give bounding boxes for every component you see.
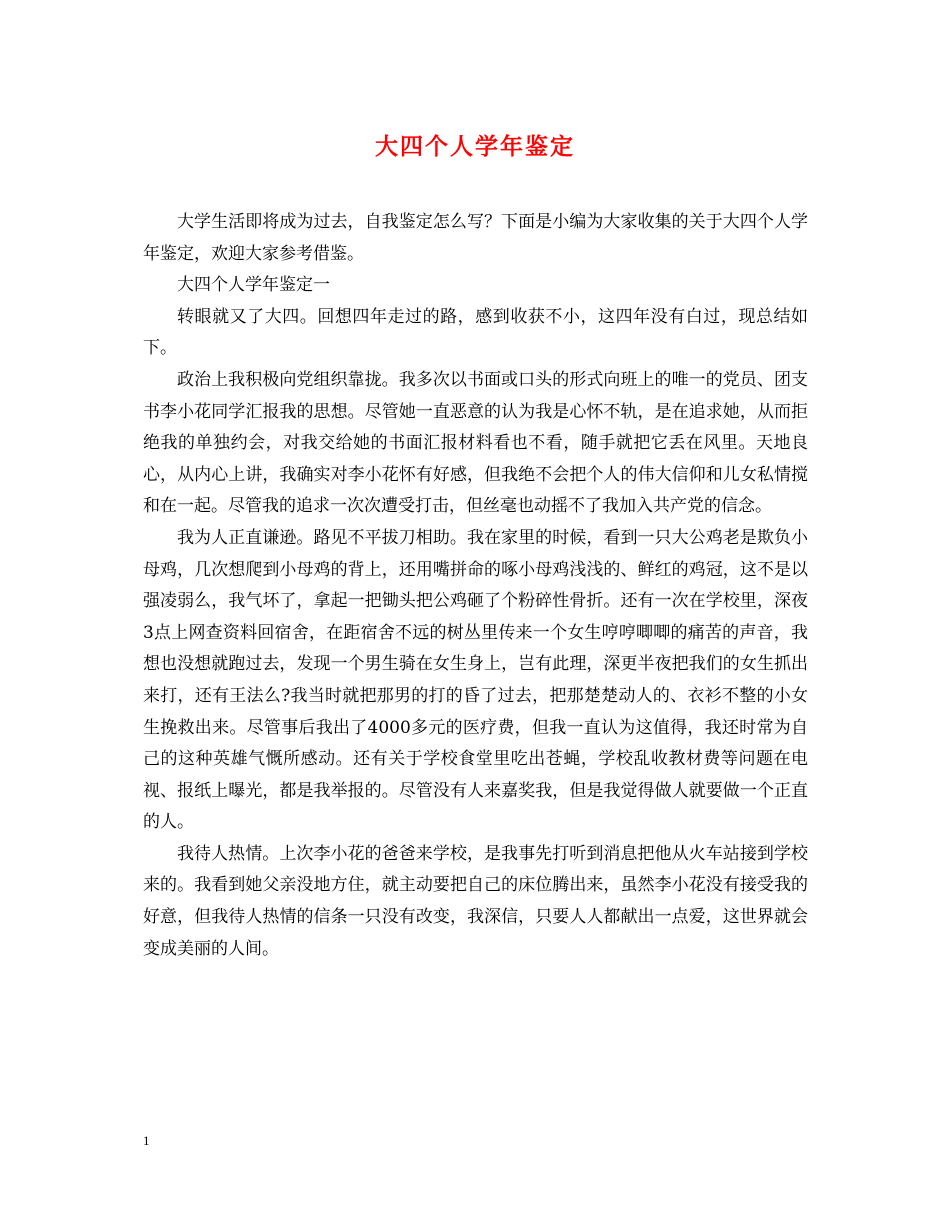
- document-title: 大四个人学年鉴定: [375, 133, 575, 160]
- paragraph-summary: 转眼就又了大四。回想四年走过的路，感到收获不小，这四年没有白过，现总结如下。: [143, 306, 808, 359]
- document-body: [143, 207, 808, 965]
- paragraph-integrity: 我为人正直谦逊。路见不平拔刀相助。我在家里的时候，看到一只大公鸡老是欺负小母鸡，几次想爬到小母鸡的背上，还用嘴拼命的啄小母鸡浅浅的、鲜红的鸡冠，这不是以强凌弱么，我气坏了，拿起一把锄头把公鸡砸了个粉碎性骨折。还有一次在学校里，深夜3点上网查资料回宿舍，在距宿舍不远的树丛里传来一个女生哼哼唧唧的痛苦的声音，我想也没想就跑过去，发现一个男生骑在女生身上，岂有此理，深更半夜把我们的女生抓出来打，还有王法么?我当时就把那男的打的昏了过去，把那楚楚动人的、衣衫不整的小女生挽救出来。尽管事后我出了4000多元的医疗费，但我一直认为这值得，我还时常为自己的这种英雄气慨所感动。还有关于学校食堂里吃出苍蝇，学校乱收教材费等问题在电视、报纸上曝光，都是我举报的。尽管没有人来嘉奖我，但是我觉得做人就要做一个正直的人。: [143, 527, 808, 833]
- paragraph-hospitality: 我待人热情。上次李小花的爸爸来学校，是我事先打听到消息把他从火车站接到学校来的。我看到她父亲没地方住，就主动要把自己的床位腾出来，虽然李小花没有接受我的好意，但我待人热情的信条一只没有改变，我深信，只要人人都献出一点爱，这世界就会变成美丽的人间。: [143, 843, 808, 959]
- page-number: 1: [143, 1133, 150, 1148]
- section-heading: 大四个人学年鉴定一: [177, 275, 330, 296]
- paragraph-politics: 政治上我积极向党组织靠拢。我多次以书面或口头的形式向班上的唯一的党员、团支书李小花同学汇报我的思想。尽管她一直恶意的认为我是心怀不轨，是在追求她，从而拒绝我的单独约会，对我交给她的书面汇报材料看也不看，随手就把它丢在风里。天地良心，从内心上讲，我确实对李小花怀有好感，但我绝不会把个人的伟大信仰和儿女私情搅和在一起。尽管我的追求一次次遭受打击，但丝毫也动摇不了我加入共产党的信念。: [143, 369, 808, 517]
- paragraph-intro: 大学生活即将成为过去，自我鉴定怎么写？下面是小编为大家收集的关于大四个人学年鉴定，欢迎大家参考借鉴。: [143, 212, 808, 264]
